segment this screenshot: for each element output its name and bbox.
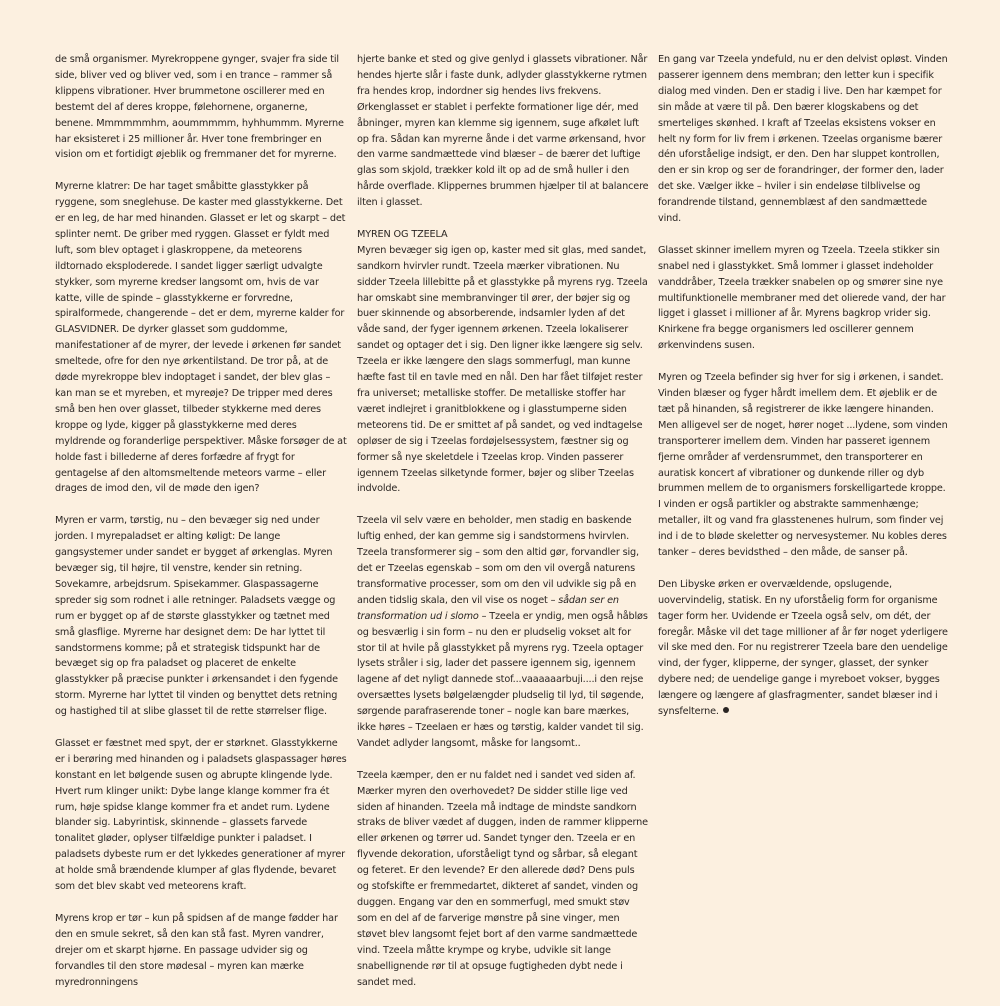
- section-heading: MYREN OG TZEELA: [357, 228, 448, 240]
- paragraph: [357, 513, 649, 752]
- paragraph-text: Tzeela vil selv være en beholder, men stadig en baskende luftig enhed, der kan gemme sig i sandstormens hvirvlen. Tzeela transformerer sig – som den altid gør, forvandler sig, det er Tzeelas egenskab – som om den vil overgå naturens transformative processer, som om den vil udvikle sig på en anden tidslig skala, den vil vise os noget –: [357, 515, 639, 606]
- paragraph: [658, 577, 950, 720]
- paragraph: de små organismer. Myrekroppene gynger, svajer fra side til side, bliver ved og bliver ved, som i en trance – rammer så klippens vibrationer. Hver brummetone oscillerer med en bestemt del af deres kroppe, følehornene, organerne, benene. Mmmmmmhm, aoummmmm, hyhhummm. Myrerne har eksisteret i 25 millioner år. Hver tone frembringer en vision om et fortidigt øjeblik og fremmaner det for myrerne.: [55, 54, 344, 161]
- paragraph: Myrerne klatrer: De har taget småbitte glasstykker på ryggene, som sneglehuse. De kaster med glasstykkerne. Det er en leg, de har med hinanden. Glasset er let og skarpt – det splinter nemt. De griber med ryggen. Glasset er fyldt med luft, som blev optaget i glaskroppene, da meteorens ildtornado eksploderede. I sandet ligger særligt udvalgte stykker, som myrerne kredser langsomt om, hvis de var katte, ville de spinde – glasstykkerne er forvredne, spiralformede, changerende – det er dem, myrerne kalder for GLASVIDNER. De dyrker glasset som guddomme, manifestationer af de myrer, der levede i ørkenen før sandet smeltede, ofre for den nye ørkentilstand. De tror på, at de døde myrekroppe blev indoptaget i sandet, der blev glas – kan man se et myreben, et myreøje? De tripper med deres små ben hen over glasset, tilbeder stykkerne med deres kroppe og lyde, kigger på glasstykkerne med deres myldrende og foranderlige perspektiver. Måske forsøger de at holde fast i billederne af deres forfædre af frygt for gentagelse af den altomsmeltende meteors varme – eller drages de imod den, vil de møde den igen?: [55, 181, 347, 495]
- text-column-1: [55, 52, 347, 1006]
- paragraph-text: – Tzeela er yndig, men også håbløs og besværlig i sin form – nu den er pludselig vokset alt for stor til at hvile på glasstykket på myrens ryg. Tzeela optager lysets stråler i sig, lader det passere igennem sig, igennem lagene af det nyligt dannede stof...vaaaaaarbuji....i den rejse oversættes lysets bølgelængder pludselig til lyd, til søgende, sørgende parafraserende toner – nogle kan bare mærkes, ikke høres – Tzeelaen er hæs og tørstig, kalder vandet til sig. Vandet adlyder langsomt, måske for langsomt..: [357, 610, 648, 749]
- paragraph: Glasset er fæstnet med spyt, der er størknet. Glasstykkerne er i berøring med hinanden og i paladsets glaspassager høres konstant en let bølgende susen og abrupte klingende lyde. Hvert rum klinger unikt: Dybe lange klange kommer fra ét rum, høje spidse klange kommer fra et andet rum. Lydene blander sig. Labyrintisk, skinnende – glassets farvede tonalitet gløder, oplyser tilfældige punkter i paladset. I paladsets dybeste rum er det lykkedes generationer af myrer at holde små brændende klumper af glas flydende, bevaret som det blev skabt ved meteorens kraft.: [55, 737, 347, 893]
- paragraph-text: Den Libyske ørken er overvældende, opslugende, uovervindelig, statisk. En ny uforståelig form for organisme tager form her. Uvidende er Tzeela også selv, om dét, der foregår. Måske vil det tage millioner af år før noget yderligere vil ske med den. For nu registrerer Tzeela bare den uendelige vind, der fyger, klipperne, der synger, glasset, der synker dybere ned; de uendelige gange i myreboet vokser, bygges længere og længere af glasfragmenter, sandet blæser ind i synsfelterne.: [658, 578, 948, 718]
- paragraph: Myren og Tzeela befinder sig hver for sig i ørkenen, i sandet. Vinden blæser og fyger hårdt imellem dem. Et øjeblik er de tæt på hinanden, så registrerer de ikke længere hinanden. Men alligevel ser de noget, hører noget ...lydene, som vinden transporterer imellem dem. Vinden har passeret igennem fjerne områder af verdensrummet, den transporterer en auratisk koncert af vibrationer og dunkende riller og dyb brummen mellem de to organismers forskelligartede kroppe. I vinden er også partikler og abstrakte sammenhænge; metaller, ilt og vand fra glasstenenes hulrum, som finder vej ind i de to bløde skeletter og nervesystemer. Nu kobles deres tanker – deres bevidsthed – den måde, de sanser på.: [658, 372, 948, 559]
- text-column-2: [357, 52, 649, 1006]
- end-mark-icon: [723, 707, 729, 713]
- text-column-3: [658, 52, 950, 736]
- italic-phrase: sådan ser en transformation ud i slomo: [357, 594, 619, 622]
- paragraph: Myren er varm, tørstig, nu – den bevæger sig ned under jorden. I myrepaladset er alting køligt: De lange gangsystemer under sandet er bygget af ørkenglas. Myren bevæger sig, til højre, til venstre, kender sin retning. Sovekamre, arbejdsrum. Spisekammer. Glaspassagerne spreder sig som rodnet i alle retninger. Paladsets vægge og rum er bygget op af de største glasstykker og tætnet med små glasflige. Myrerne har designet dem: De har lyttet til sandstormens komme; på et strategisk tidspunkt har de bevæget sig op fra paladset og placeret de enkelte glasstykker på præcise punkter i ørkensandet i den fygende storm. Myrerne har lyttet til vinden og benyttet dets retning og hastighed til at slibe glasset til de rette størrelser flige.: [55, 515, 338, 718]
- paragraph: Myren bevæger sig igen op, kaster med sit glas, med sandet, sandkorn hvirvler rundt. Tzeela mærker vibrationen. Nu sidder Tzeela lillebitte på et glasstykke på myrens ryg. Tzeela har omskabt sine membranvinger til ører, der bøjer sig og buer skinnende og absorberende, indsamler lyden af det våde sand, der fyger igennem ørkenen. Tzeela lokaliserer sandet og optager det i sig. Den ligner ikke længere sig selv. Tzeela er ikke længere den slags sommerfugl, man kunne hæfte fast til en tavle med en nål. Den har fået tilføjet rester fra universet; metalliske stoffer. De metalliske stoffer har været indlejret i granitblokkene og i glasstumperne siden meteorens tid. De er smittet af på sandet, og ved indtagelse opløser de sig i Tzeelas fordøjelsessystem, fæstner sig og former så nye skeletdele i Tzeelas krop. Vinden passerer igennem Tzeelas silketynde former, bøjer og sliber Tzeelas indvolde.: [357, 244, 648, 495]
- paragraph: hjerte banke et sted og give genlyd i glassets vibrationer. Når hendes hjerte slår i faste dunk, adlyder glasstykkerne rytmen fra hendes krop, indordner sig hendes livs frekvens. Ørkenglasset er stablet i perfekte formationer lige dér, med åbninger, myren kan klemme sig igennem, suge afkølet luft op fra. Sådan kan myrerne ånde i det varme ørkensand, hvor den varme sandmættede vind blæser – de bærer det luftige glas som skjold, trækker kold ilt op ad de små huller i den hårde overflade. Klippernes brummen hjælper til at balancere ilten i glasset.: [357, 54, 649, 209]
- paragraph: Tzeela kæmper, den er nu faldet ned i sandet ved siden af. Mærker myren den overhovedet? De sidder stille lige ved siden af hinanden. Tzeela må indtage de mindste sandkorn straks de bliver vædet af duggen, inden de rammer klipperne eller ørkenen og tørrer ud. Sandet tynger den. Tzeela er en flyvende dekoration, uforståeligt tynd og sårbar, så elegant og feteret. Er den levende? Er den allerede død? Dens puls og stofskifte er fremmedartet, dikteret af sandet, vinden og duggen. Engang var den en sommerfugl, med smukt støv som en del af de farverige mønstre på sine vinger, men støvet blev langsomt fejet bort af den varme sandmættede vind. Tzeela måtte krympe og krybe, udvikle sit lange snabellignende rør til at opsuge fugtigheden dybt nede i sandet med.: [357, 769, 648, 988]
- paragraph: En gang var Tzeela yndefuld, nu er den delvist opløst. Vinden passerer igennem dens membran; den letter kun i specifik dialog med vinden. Den er stadig i live. Den har kæmpet for sin måde at være til på. Den bærer klogskabens og det smerteliges skønhed. I kraft af Tzeelas eksistens vokser en helt ny form for liv frem i ørkenen. Tzeelas organisme bærer dén uforståelige indsigt, er den. Den har sluppet kontrollen, den er sin krop og ser de forandringer, der former den, lader det ske. Vælger ikke – hviler i sin endeløse tilblivelse og forandrende tilstand, gennemblæst af den sandmættede vind.: [658, 54, 948, 225]
- paragraph: Myrens krop er tør – kun på spidsen af de mange fødder har den en smule sekret, så den kan stå fast. Myren vandrer, drejer om et skarpt hjørne. En passage udvider sig og forvandles til den store mødesal – myren kan mærke myredronningens: [55, 912, 338, 988]
- paragraph: Glasset skinner imellem myren og Tzeela. Tzeela stikker sin snabel ned i glasstykket. Små lommer i glasset indeholder vanddråber, Tzeela trækker snabelen op og smører sine nye multifunktionelle membraner med det olierede vand, der har ligget i glasset i millioner af år. Myrens bagkrop vrider sig. Knirkene fra begge organismers led oscillerer gennem ørkenvindens susen.: [658, 244, 946, 352]
